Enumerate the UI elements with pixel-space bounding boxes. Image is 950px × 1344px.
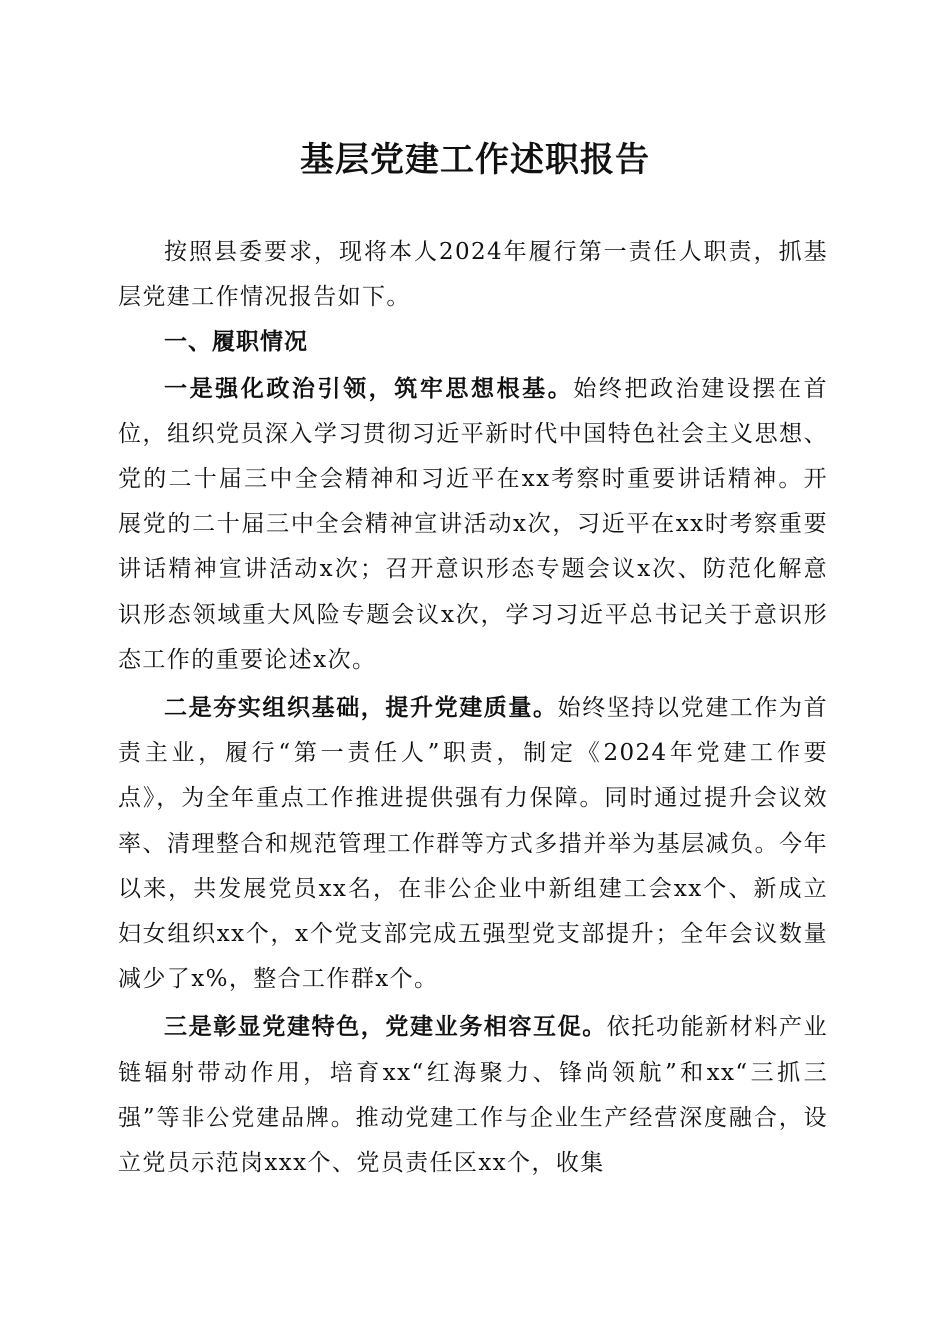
item-lead-2: 二是夯实组织基础，提升党建质量。 <box>164 694 558 722</box>
item-text-3: 依托功能新材料产业链辐射带动作用，培育xx“红海聚力、锋尚领航”和xx“三抓三强”等非公党建品牌。推动党建工作与企业生产经营深度融合，设立党员示范岗xxx个、党员责任区xx个，收集 <box>118 1014 828 1177</box>
section-heading-performance: 一、履职情况 <box>164 329 308 356</box>
item-text-2: 始终坚持以党建工作为首责主业，履行“第一责任人”职责，制定《2024年党建工作要点》，为全年重点工作推进提供强有力保障。同时通过提升会议效率、清理整合和规范管理工作群等方式多措并举为基层减负。今年以来，共发展党员xx名，在非公企业中新组建工会xx个、新成立妇女组织xx个，x个党支部完成五强型党支部提升；全年会议数量减少了x%，整合工作群x个。 <box>118 695 828 993</box>
item-paragraph-1 <box>118 366 828 683</box>
document-title: 基层党建工作述职报告 <box>300 140 650 180</box>
intro-paragraph: 按照县委要求，现将本人2024年履行第一责任人职责，抓基层党建工作情况报告如下。 <box>118 239 828 311</box>
item-lead-1: 一是强化政治引领，筑牢思想根基。 <box>164 374 574 402</box>
item-paragraph-2 <box>118 685 828 1002</box>
item-text-1: 始终把政治建设摆在首位，组织党员深入学习贯彻习近平新时代中国特色社会主义思想、党的二十届三中全会精神和习近平在xx考察时重要讲话精神。开展党的二十届三中全会精神宣讲活动x次，习近平在xx时考察重要讲话精神宣讲活动x次；召开意识形态专题会议x次、防范化解意识形态领域重大风险专题会议x次，学习习近平总书记关于意识形态工作的重要论述x次。 <box>118 375 828 673</box>
document-body <box>118 230 828 1186</box>
item-lead-3: 三是彰显党建特色，党建业务相容互促。 <box>164 1013 607 1041</box>
item-paragraph-3 <box>118 1004 828 1186</box>
